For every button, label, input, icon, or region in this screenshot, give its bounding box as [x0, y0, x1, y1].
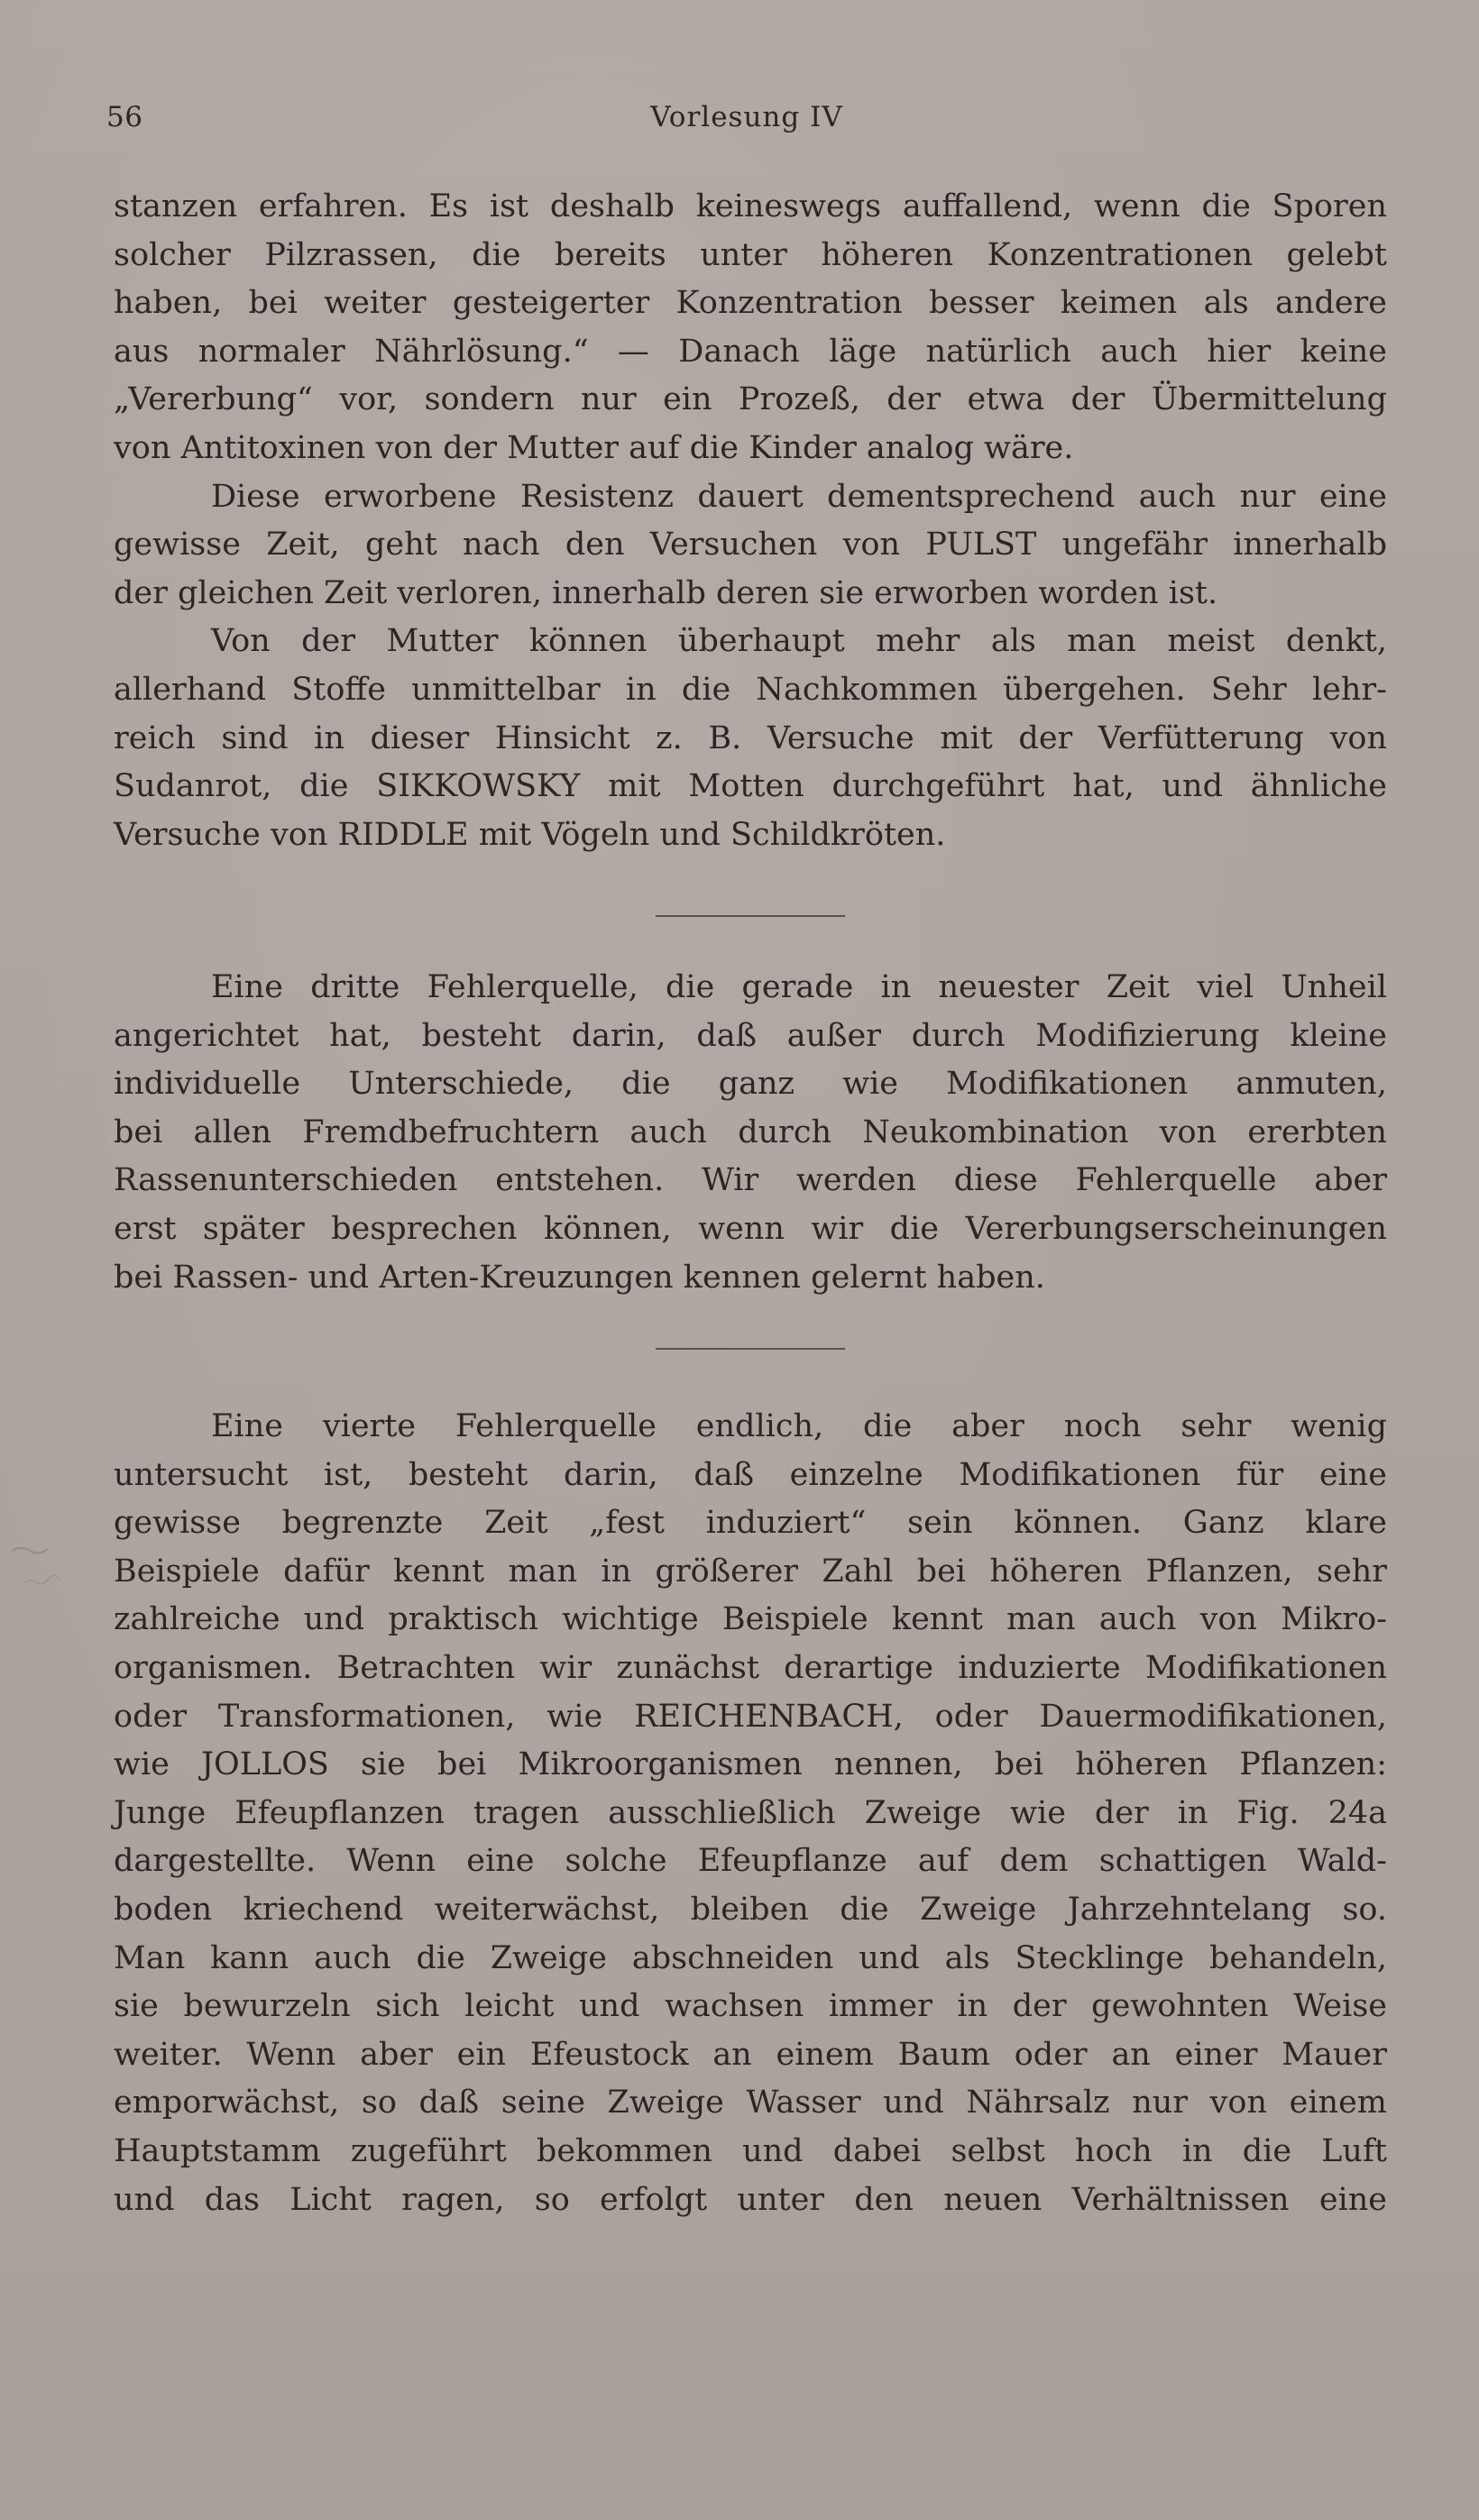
text-line: angerichtet hat, besteht darin, daß außer durch Modifizierung kleine: [114, 1017, 1387, 1054]
paragraph-vierte-fehlerquelle: [114, 1403, 1387, 2224]
text-line: Versuche von RIDDLE mit Vögeln und Schildkröten.: [114, 816, 946, 853]
text-line: allerhand Stoffe unmittelbar in die Nachkommen übergehen. Sehr lehr-: [114, 671, 1387, 708]
text-line: bei Rassen- und Arten-Kreuzungen kennen gelernt haben.: [114, 1259, 1045, 1296]
text-line: Beispiele dafür kennt man in größerer Zahl bei höheren Pflanzen, sehr: [114, 1553, 1387, 1590]
text-line: stanzen erfahren. Es ist deshalb keineswegs auffallend, wenn die Sporen: [114, 188, 1387, 225]
text-line: boden kriechend weiterwächst, bleiben die Zweige Jahrzehntelang so.: [114, 1891, 1387, 1928]
text-line: gewisse Zeit, geht nach den Versuchen von PULST ungefähr innerhalb: [114, 527, 1387, 564]
text-line: von Antitoxinen von der Mutter auf die Kinder analog wäre.: [114, 429, 1074, 466]
text-line: Junge Efeupflanzen tragen ausschließlich Zweige wie der in Fig. 24a: [114, 1794, 1387, 1831]
text-line: Hauptstamm zugeführt bekommen und dabei selbst hoch in die Luft: [114, 2132, 1387, 2169]
text-line: aus normaler Nährlösung.“ — Danach läge natürlich auch hier keine: [114, 333, 1387, 370]
text-line: individuelle Unterschiede, die ganz wie Modifikationen anmuten,: [114, 1066, 1387, 1103]
text-line: und das Licht ragen, so erfolgt unter den neuen Verhältnissen eine: [114, 2181, 1387, 2218]
text-line: Eine vierte Fehlerquelle endlich, die aber noch sehr wenig: [211, 1408, 1387, 1444]
text-line: weiter. Wenn aber ein Efeustock an einem Baum oder an einer Mauer: [114, 2036, 1387, 2073]
text-line: zahlreiche und praktisch wichtige Beispiele kennt man auch von Mikro-: [114, 1601, 1387, 1638]
pencil-margin-mark-icon: [7, 1533, 88, 1614]
text-line: wie JOLLOS sie bei Mikroorganismen nennen, bei höheren Pflanzen:: [114, 1746, 1387, 1783]
text-line: gewisse begrenzte Zeit „fest induziert“ sein können. Ganz klare: [114, 1505, 1387, 1542]
page-header: [106, 101, 1387, 146]
text-line: solcher Pilzrassen, die bereits unter höheren Konzentrationen gelebt: [114, 236, 1387, 273]
text-line: der gleichen Zeit verloren, innerhalb deren sie erworben worden ist.: [114, 574, 1218, 611]
text-line: „Vererbung“ vor, sondern nur ein Prozeß, der etwa der Übermittelung: [114, 381, 1387, 418]
paragraph-mutter: [114, 618, 1387, 859]
text-line: Sudanrot, die SIKKOWSKY mit Motten durchgeführt hat, und ähnliche: [114, 768, 1387, 805]
running-head: Vorlesung IV: [650, 101, 843, 133]
text-line: oder Transformationen, wie REICHENBACH, oder Dauermodifikationen,: [114, 1698, 1387, 1735]
text-line: sie bewurzeln sich leicht und wachsen immer in der gewohnten Weise: [114, 1988, 1387, 2025]
text-line: organismen. Betrachten wir zunächst derartige induzierte Modifikationen: [114, 1649, 1387, 1686]
text-line: Rassenunterschieden entstehen. Wir werden diese Fehlerquelle aber: [114, 1162, 1387, 1199]
text-line: erst später besprechen können, wenn wir die Vererbungserscheinungen: [114, 1210, 1387, 1247]
text-block-1: [114, 183, 1387, 859]
text-line: Von der Mutter können überhaupt mehr als man meist denkt,: [211, 623, 1387, 660]
text-line: untersucht ist, besteht darin, daß einzelne Modifikationen für eine: [114, 1456, 1387, 1493]
text-line: reich sind in dieser Hinsicht z. B. Versuche mit der Verfütterung von: [114, 719, 1387, 756]
paragraph-dritte-fehlerquelle: [114, 964, 1387, 1302]
text-line: haben, bei weiter gesteigerter Konzentration besser keimen als andere: [114, 285, 1387, 322]
text-line: Diese erworbene Resistenz dauert dementsprechend auch nur eine: [211, 478, 1387, 515]
text-line: emporwächst, so daß seine Zweige Wasser und Nährsalz nur von einem: [114, 2085, 1387, 2121]
paragraph-continuation: [114, 183, 1387, 473]
text-block-2: [114, 964, 1387, 1302]
section-divider: [656, 1348, 845, 1350]
text-line: bei allen Fremdbefruchtern auch durch Neukombination von ererbten: [114, 1113, 1387, 1150]
page-number: 56: [106, 101, 143, 133]
section-divider: [656, 915, 845, 917]
text-block-3: [114, 1403, 1387, 2224]
text-line: Eine dritte Fehlerquelle, die gerade in neuester Zeit viel Unheil: [211, 969, 1387, 1005]
text-line: Man kann auch die Zweige abschneiden und als Stecklinge behandeln,: [114, 1939, 1387, 1976]
text-line: dargestellte. Wenn eine solche Efeupflanze auf dem schattigen Wald-: [114, 1843, 1387, 1880]
paragraph-resistenz: [114, 473, 1387, 619]
